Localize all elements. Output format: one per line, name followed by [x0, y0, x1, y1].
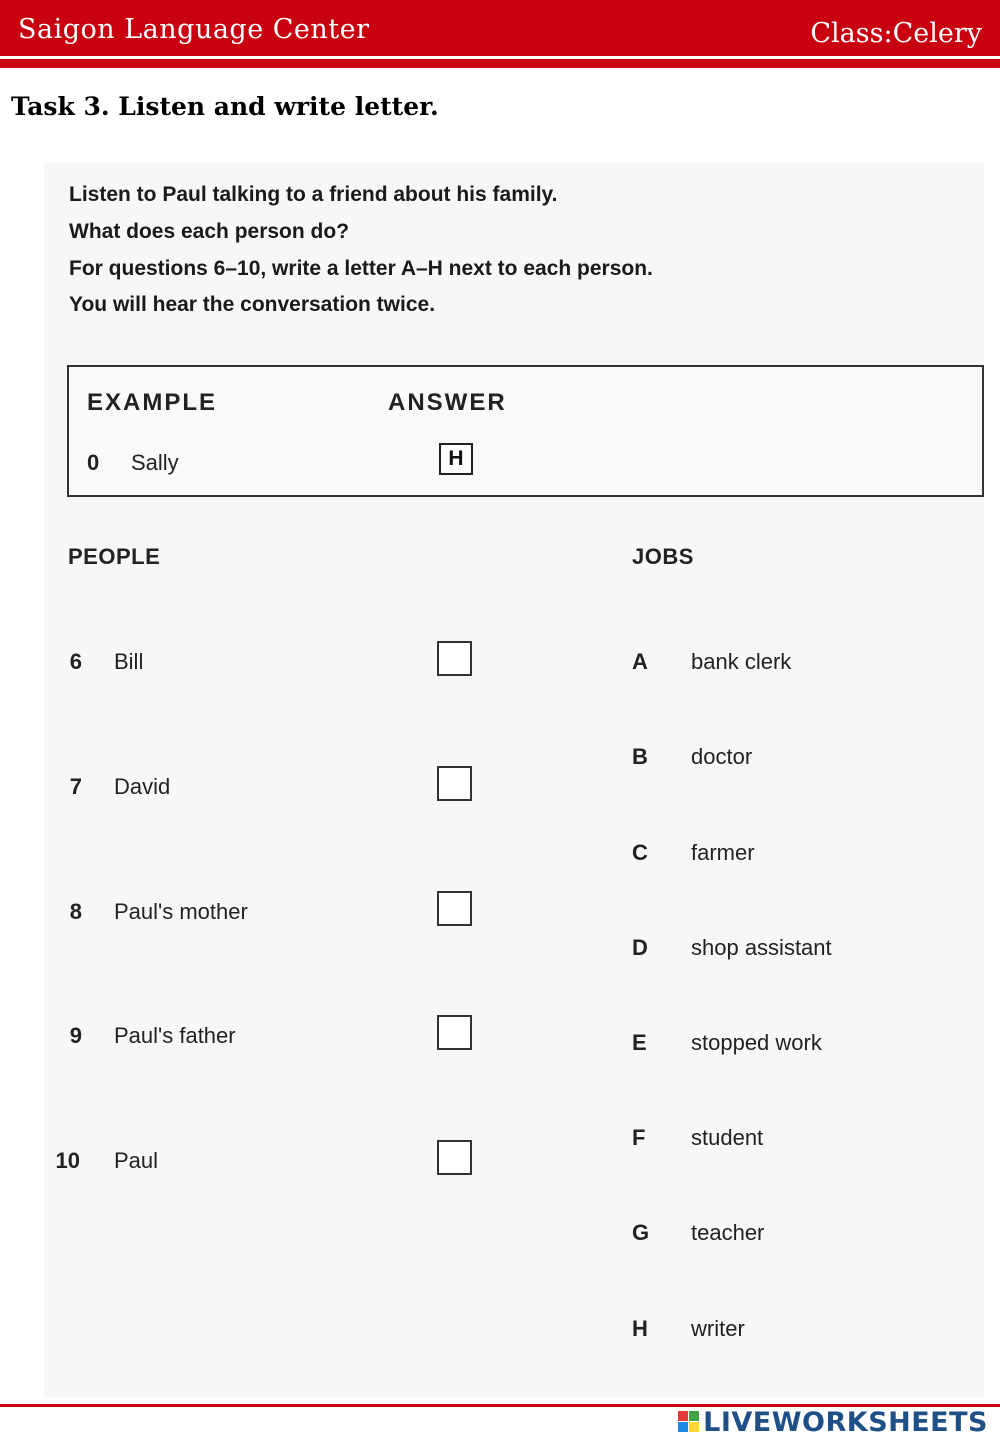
person-name: Bill [114, 649, 144, 674]
example-box [67, 365, 984, 497]
example-heading: EXAMPLE [87, 389, 218, 416]
question-number: 7 [69, 774, 82, 799]
job-letter: F [632, 1125, 646, 1150]
people-heading: PEOPLE [68, 544, 161, 569]
job-name: shop assistant [691, 935, 832, 960]
job-name: stopped work [691, 1030, 822, 1055]
center-name: Saigon Language Center [18, 14, 370, 45]
answer-heading: ANSWER [388, 389, 507, 416]
job-name: farmer [691, 840, 755, 865]
job-name: doctor [691, 744, 753, 769]
brand-name: LIVEWORKSHEETS [703, 1406, 988, 1438]
person-name: Paul's father [114, 1023, 236, 1048]
example-name: Sally [131, 450, 179, 475]
answer-input-6[interactable] [437, 641, 472, 676]
question-number: 10 [55, 1148, 80, 1173]
question-number: 9 [69, 1023, 82, 1048]
job-name: teacher [691, 1220, 765, 1245]
example-answer-box: H [439, 443, 473, 475]
header-divider [0, 59, 1000, 68]
job-letter: B [632, 744, 648, 769]
job-name: bank clerk [691, 649, 792, 674]
person-name: Paul's mother [114, 899, 248, 924]
instruction-line: You will hear the conversation twice. [69, 293, 436, 316]
jobs-heading: JOBS [632, 544, 694, 569]
liveworksheets-logo [678, 1404, 988, 1440]
job-letter: C [632, 840, 648, 865]
job-name: writer [691, 1316, 745, 1341]
person-name: David [114, 774, 171, 799]
answer-input-10[interactable] [437, 1140, 472, 1175]
job-letter: D [632, 935, 648, 960]
task-title: Task 3. Listen and write letter. [11, 92, 439, 121]
job-name: student [691, 1125, 764, 1150]
answer-input-8[interactable] [437, 891, 472, 926]
job-letter: G [632, 1220, 650, 1245]
job-letter: A [632, 649, 648, 674]
question-number: 6 [69, 649, 82, 674]
example-number: 0 [87, 450, 100, 475]
instruction-line: Listen to Paul talking to a friend about his family. [69, 183, 558, 206]
header-bar [0, 0, 1000, 56]
instruction-line: For questions 6–10, write a letter A–H next to each person. [69, 257, 653, 280]
person-name: Paul [114, 1148, 159, 1173]
liveworksheets-icon [678, 1411, 700, 1433]
answer-input-7[interactable] [437, 766, 472, 801]
class-label: Class:Celery [810, 18, 982, 49]
answer-input-9[interactable] [437, 1015, 472, 1050]
question-number: 8 [69, 899, 82, 924]
job-letter: E [632, 1030, 647, 1055]
worksheet-panel [44, 162, 984, 1398]
instruction-line: What does each person do? [69, 220, 350, 243]
job-letter: H [632, 1316, 648, 1341]
